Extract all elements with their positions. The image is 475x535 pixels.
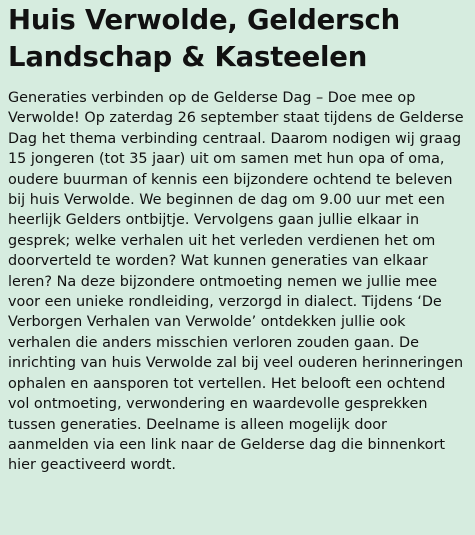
- article-title: Huis Verwolde, Geldersch Landschap & Kasteelen: [8, 4, 401, 73]
- article-body: Generaties verbinden op de Gelderse Dag – Doe mee op Verwolde! Op zaterdag 26 september staat tijdens de Gelderse Dag het thema verbinding centraal. Daarom nodigen wij graag 15 jongeren (tot 35 jaar) uit om samen met hun opa of oma, oudere buurman of kennis een bijzondere ochtend te beleven bij huis Verwolde. We beginnen de dag om 9.00 uur met een heerlijk Gelders ontbijtje. Vervolgens gaan jullie elkaar in gesprek; welke verhalen uit het verleden verdienen het om doorverteld te worden? Wat kunnen generaties van elkaar leren? Na deze bijzondere ontmoeting nemen we jullie mee voor een unieke rondleiding, verzorgd in dialect. Tijdens ‘De Verborgen Verhalen van Verwolde’ ontdekken jullie ook verhalen die anders misschien verloren zouden gaan. De inrichting van huis Verwolde zal bij veel ouderen herinneringen ophalen en aansporen tot vertellen. Het belooft een ochtend vol ontmoeting, verwondering en waardevolle gesprekken tussen generaties. Deelname is alleen mogelijk door aanmelden via een link naar de Gelderse dag die binnenkort hier geactiveerd wordt.: [8, 90, 464, 474]
